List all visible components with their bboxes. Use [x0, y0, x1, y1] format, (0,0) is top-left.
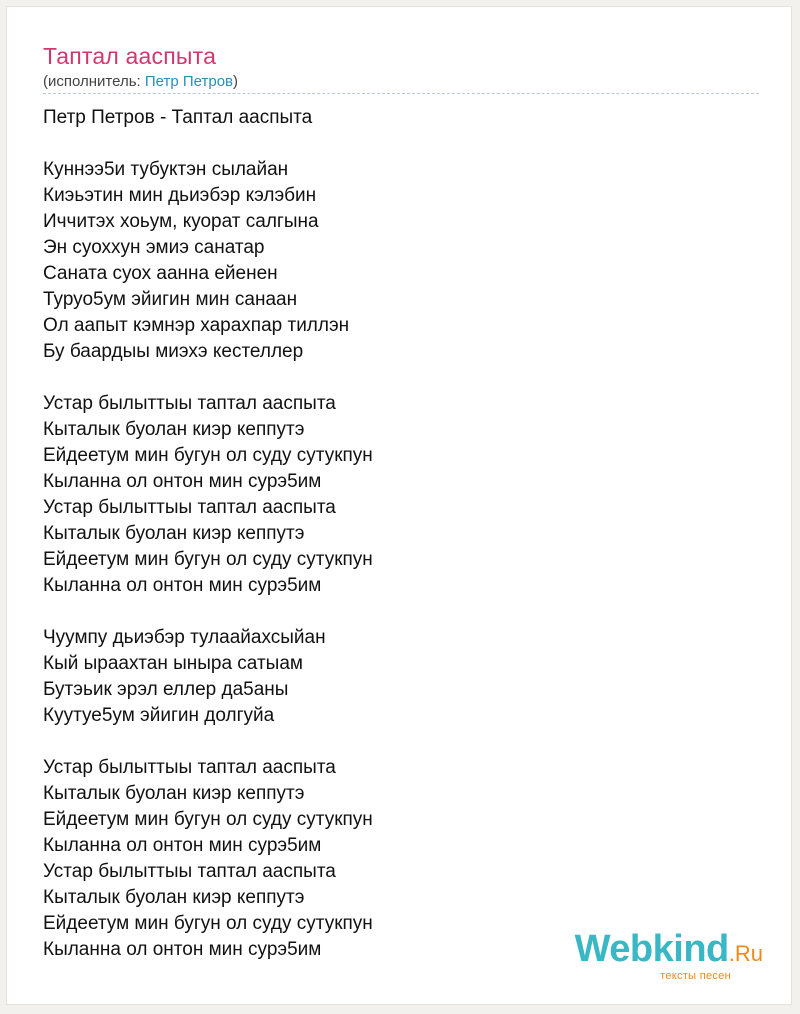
lyrics-line: Кыталык буолан киэр кеппутэ — [43, 783, 305, 804]
lyrics-line: Устар былыттыы таптал ааспыта — [43, 757, 336, 778]
lyrics-line: Кыланна ол онтон мин сурэ5им — [43, 575, 322, 596]
lyrics-body — [43, 157, 743, 989]
lyrics-line: Кыланна ол онтон мин сурэ5им — [43, 835, 322, 856]
lyrics-line: Туруо5ум эйигин мин санаан — [43, 289, 298, 310]
lyrics-line: Кыталык буолан киэр кеппутэ — [43, 887, 305, 908]
lyrics-line: Кыланна ол онтон мин сурэ5им — [43, 471, 322, 492]
lyrics-line: Кыталык буолан киэр кеппутэ — [43, 523, 305, 544]
lyrics-line: Кыталык буолан киэр кеппутэ — [43, 419, 305, 440]
lyrics-line: Ол аапыт кэмнэр харахпар тиллэн — [43, 315, 350, 336]
site-logo[interactable] — [574, 928, 763, 982]
lyrics-line: Ейдеетум мин бугун ол суду сутукпун — [43, 549, 373, 570]
lyrics-line: Бутэьик эрэл еллер да5аны — [43, 679, 289, 700]
logo-tld: .Ru — [728, 941, 763, 966]
logo-tagline: тексты песен — [660, 970, 731, 982]
lyrics-line: Бу баардыы миэхэ кестеллер — [43, 341, 304, 362]
lyrics-line: Чуумпу дьиэбэр тулаайахсыйан — [43, 627, 326, 648]
lyrics-heading: Петр Петров - Таптал ааспыта — [43, 107, 313, 128]
lyrics-line: Устар былыттыы таптал ааспыта — [43, 861, 336, 882]
artist-suffix: ) — [233, 73, 239, 90]
artist-prefix: (исполнитель: — [43, 73, 145, 90]
lyrics-line: Киэьэтин мин дьиэбэр кэлэбин — [43, 185, 317, 206]
artist-line — [43, 73, 238, 90]
lyrics-line: Ейдеетум мин бугун ол суду сутукпун — [43, 913, 373, 934]
lyrics-line: Иччитэх хоьум, куорат салгына — [43, 211, 319, 232]
lyrics-line: Устар былыттыы таптал ааспыта — [43, 393, 336, 414]
logo-wordmark — [574, 928, 763, 972]
lyrics-stanza — [43, 391, 743, 599]
lyrics-line: Саната суох аанна ейенен — [43, 263, 278, 284]
lyrics-line: Ейдеетум мин бугун ол суду сутукпун — [43, 445, 373, 466]
lyrics-line: Куннээ5и тубуктэн сылайан — [43, 159, 289, 180]
page-card — [7, 7, 791, 1004]
artist-link[interactable]: Петр Петров — [144, 73, 234, 90]
lyrics-line: Эн суоххун эмиэ санатар — [43, 237, 265, 258]
dashed-divider — [43, 93, 759, 94]
lyrics-line: Кый ыраахтан ыныра сатыам — [43, 653, 303, 674]
lyrics-stanza — [43, 157, 743, 365]
song-title: Таптал ааспыта — [43, 43, 217, 69]
lyrics-stanza — [43, 625, 743, 729]
lyrics-line: Кыланна ол онтон мин сурэ5им — [43, 939, 322, 960]
lyrics-line: Куутуе5ум эйигин долгуйа — [43, 705, 275, 726]
lyrics-line: Ейдеетум мин бугун ол суду сутукпун — [43, 809, 373, 830]
lyrics-line: Устар былыттыы таптал ааспыта — [43, 497, 336, 518]
logo-main-text: Webkind — [574, 928, 729, 970]
